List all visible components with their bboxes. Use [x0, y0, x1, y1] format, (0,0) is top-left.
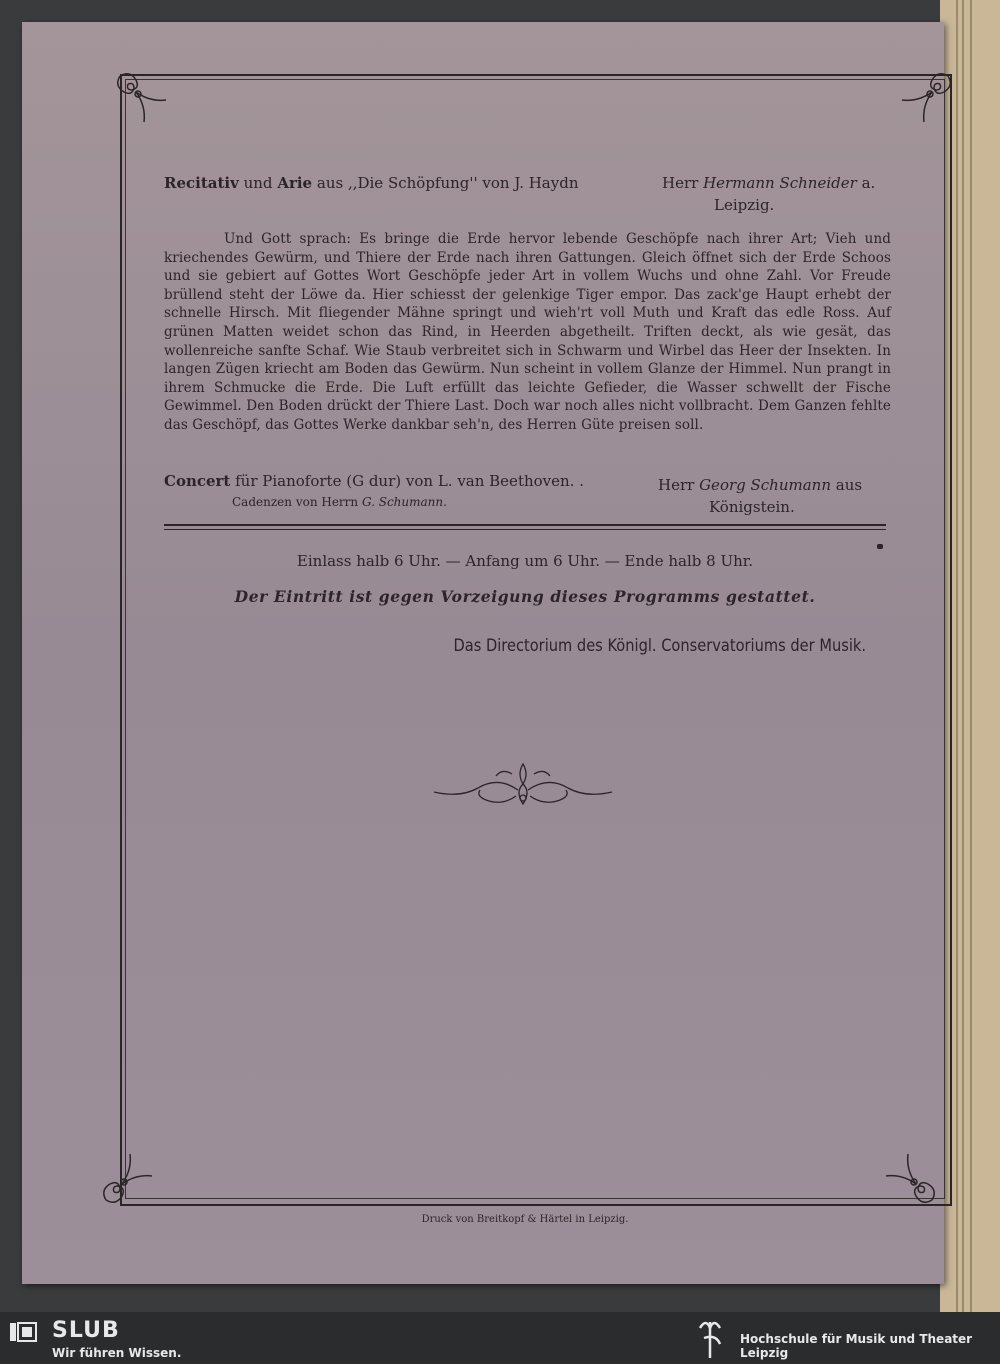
printer-note: Druck von Breitkopf & Härtel in Leipzig. [421, 1214, 629, 1225]
item2-performer: Georg Schumann [699, 476, 831, 494]
item1-performer-line [662, 174, 875, 192]
program-page [22, 22, 944, 1284]
center-ornament [426, 760, 620, 814]
lyrics-paragraph: Und Gott sprach: Es bringe die Erde hervor lebende Geschöpfe nach ihrer Art; Vieh und kriechendes Gewürm, und Thiere der Erde nach ihren Gattungen. Gleich öffnet sich der Erde Schoos und sie gebiert auf Gottes Wort Geschöpfe jeder Art in vollem Wuchs und ohne Zahl. Vor Freude brüllend steht der Löwe da. Hier schiesst der gelenkige Tiger empor. Das zack'ge Haupt erhebt der schnelle Hirsch. Mit fliegender Mähne springt und wieh'rt voll Muth und Kraft das edle Ross. Auf grünen Matten weidet schon das Rind, in Heerden abgetheilt. Triften deckt, als wie gesät, das wollenreiche sanfte Schaf. Wie Staub verbreitet sich in Schwarm und Wirbel das Heer der Insekten. In langen Zügen kriecht am Boden das Gewürm. Nun scheint in vollem Glanze der Himmel. Nun prangt in ihrem Schmucke die Erde. Die Luft erfüllt das leichte Gefieder, die Wasser schwellt der Fische Gewimmel. Den Boden drückt der Thiere Last. Doch war noch alles nicht vollbracht. Dem Ganzen fehlte das Geschöpf, das Gottes Werke dankbar seh'n, des Herren Güte preisen soll. [164, 231, 891, 433]
cadenzen-note [232, 495, 447, 509]
ink-mark [877, 544, 883, 549]
admission-note: Der Eintritt ist gegen Vorzeigung dieses Programms gestattet. [234, 587, 816, 606]
viewer-footer [0, 1312, 1000, 1364]
item1-rest: aus ,,Die Schöpfung'' von J. Haydn [312, 174, 579, 192]
corner-ornament-bottom-left [94, 1142, 164, 1212]
slub-tagline: Wir führen Wissen. [52, 1346, 182, 1360]
hmt-name[interactable]: Hochschule für Musik und Theater Leipzig [740, 1332, 973, 1360]
slub-logo-icon[interactable] [10, 1321, 40, 1343]
concert-times: Einlass halb 6 Uhr. — Anfang um 6 Uhr. — Ende halb 8 Uhr. [296, 552, 754, 570]
item2-rest: für Pianoforte (G dur) von L. van Beethoven. . [230, 472, 584, 490]
item1-performer-suffix: a. [856, 174, 876, 192]
item2-bold: Concert [164, 472, 231, 490]
program-item-haydn [164, 174, 924, 214]
item2-performer-line [658, 476, 862, 494]
item1-performer-city: Leipzig. [714, 196, 775, 214]
hmt-logo-icon[interactable] [696, 1314, 726, 1362]
item1-performer: Hermann Schneider [703, 174, 857, 192]
item2-performer-city: Königstein. [709, 498, 795, 516]
divider-rule-thin [164, 529, 886, 530]
item1-connector: und [238, 174, 278, 192]
divider-rule-thick [164, 524, 886, 526]
item2-performer-prefix: Herr [658, 476, 700, 494]
corner-ornament-bottom-right [874, 1142, 944, 1212]
directorium-signature: Das Directorium des Königl. Conservatoriums der Musik. [453, 636, 866, 656]
cadenzen-name: G. Schumann. [361, 495, 447, 509]
cadenzen-prefix: Cadenzen von Herrn [232, 495, 362, 509]
item2-performer-suffix: aus [831, 476, 863, 494]
item1-bold1: Recitativ [164, 174, 239, 192]
item1-performer-prefix: Herr [662, 174, 704, 192]
item1-bold2: Arie [277, 174, 313, 192]
corner-ornament-top-right [890, 64, 960, 134]
slub-name[interactable]: SLUB [52, 1318, 120, 1343]
corner-ornament-top-left [108, 64, 178, 134]
